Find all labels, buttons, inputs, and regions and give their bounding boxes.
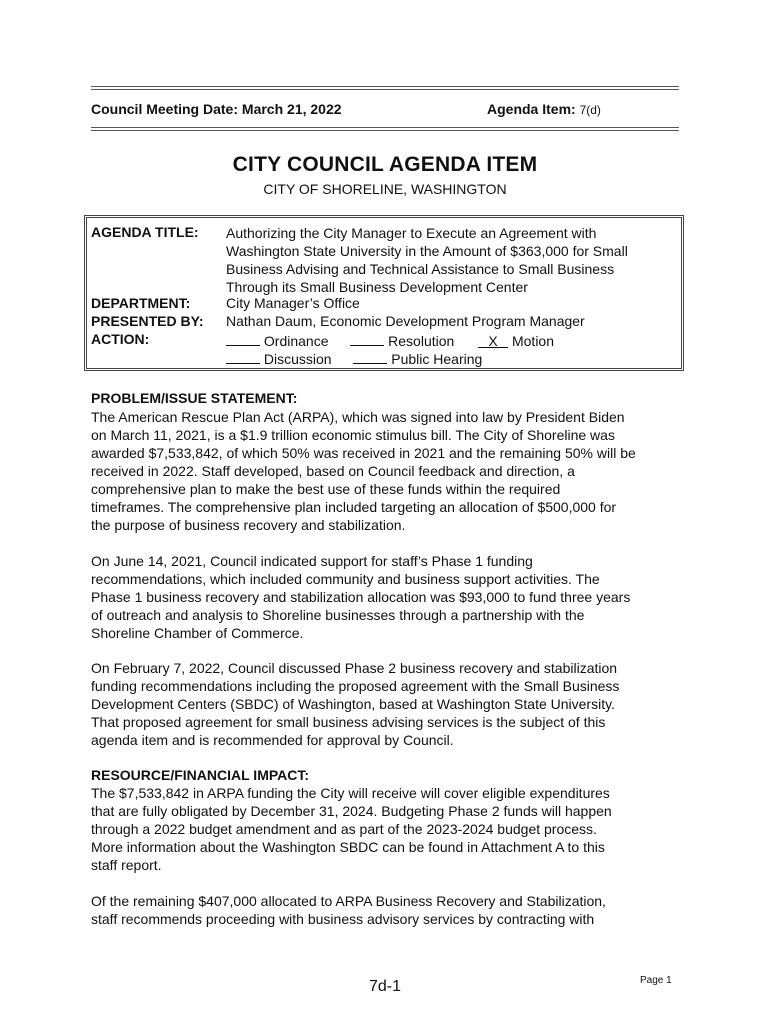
action-label: ACTION: bbox=[91, 331, 150, 347]
department-label: DEPARTMENT: bbox=[91, 295, 191, 311]
text-line: that are fully obligated by December 31, 2024. Budgeting Phase 2 funds will happen bbox=[91, 803, 612, 819]
resolution-option: Resolution bbox=[388, 333, 455, 349]
text-line: Phase 1 business recovery and stabilization allocation was $93,000 to fund three years bbox=[91, 589, 631, 605]
text-line: More information about the Washington SBDC can be found in Attachment A to this bbox=[91, 839, 605, 855]
resource-paragraph-1 bbox=[91, 784, 691, 874]
text-line: through a 2022 budget amendment and as part of the 2023-2024 budget process. bbox=[91, 821, 597, 837]
presented-by-label: PRESENTED BY: bbox=[91, 313, 204, 329]
text-line: On June 14, 2021, Council indicated support for staff’s Phase 1 funding bbox=[91, 553, 533, 569]
text-line: Of the remaining $407,000 allocated to ARPA Business Recovery and Stabilization, bbox=[91, 893, 606, 909]
resource-paragraph-2 bbox=[91, 892, 691, 928]
page-number: Page 1 bbox=[640, 975, 672, 986]
text-line: funding recommendations including the proposed agreement with the Small Business bbox=[91, 678, 620, 694]
page-title: CITY COUNCIL AGENDA ITEM bbox=[232, 153, 538, 176]
text-line: timeframes. The comprehensive plan included targeting an allocation of $500,000 for bbox=[91, 499, 617, 515]
text-line: of outreach and analysis to Shoreline businesses through a partnership with the bbox=[91, 607, 585, 623]
motion-mark: X bbox=[478, 333, 508, 348]
header-top-rule bbox=[91, 86, 679, 90]
text-line: staff recommends proceeding with business advisory services by contracting with bbox=[91, 911, 595, 927]
presented-by-value: Nathan Daum, Economic Development Program Manager bbox=[226, 313, 585, 329]
problem-paragraph-3 bbox=[91, 659, 691, 749]
discussion-option: Discussion bbox=[263, 351, 332, 367]
problem-heading: PROBLEM/ISSUE STATEMENT: bbox=[91, 390, 298, 406]
motion-option: Motion bbox=[511, 333, 555, 349]
public-hearing-option: Public Hearing bbox=[391, 351, 483, 367]
agenda-item bbox=[487, 101, 601, 117]
text-line: Shoreline Chamber of Commerce. bbox=[91, 625, 304, 641]
text-line: recommendations, which included community and business support activities. The bbox=[91, 571, 600, 587]
ordinance-option: Ordinance bbox=[263, 333, 329, 349]
header-bottom-rule bbox=[91, 127, 679, 131]
public-hearing-blank bbox=[353, 349, 387, 364]
text-line: That proposed agreement for small business advising services is the subject of this bbox=[91, 714, 606, 730]
agenda-title-line: Business Advising and Technical Assistance to Small Business bbox=[226, 261, 615, 277]
text-line: On February 7, 2022, Council discussed Phase 2 business recovery and stabilization bbox=[91, 660, 618, 676]
problem-paragraph-2 bbox=[91, 552, 691, 642]
agenda-title-line: Through its Small Business Development Center bbox=[226, 279, 528, 295]
text-line: agenda item and is recommended for approval by Council. bbox=[91, 732, 454, 748]
text-line: The American Rescue Plan Act (ARPA), which was signed into law by President Biden bbox=[91, 409, 625, 425]
action-row-2 bbox=[226, 349, 482, 367]
agenda-title-line: Authorizing the City Manager to Execute an Agreement with bbox=[226, 225, 597, 241]
meeting-date-value: March 21, 2022 bbox=[241, 101, 342, 117]
department-value: City Manager’s Office bbox=[226, 295, 360, 311]
page-subtitle: CITY OF SHORELINE, WASHINGTON bbox=[263, 181, 507, 197]
action-row-1 bbox=[226, 331, 554, 349]
meeting-date bbox=[91, 101, 342, 117]
page-code: 7d-1 bbox=[368, 978, 402, 995]
agenda-title-value bbox=[226, 224, 628, 296]
ordinance-blank bbox=[226, 331, 260, 346]
text-line: on March 11, 2021, is a $1.9 trillion economic stimulus bill. The City of Shoreline was bbox=[91, 427, 615, 443]
discussion-blank bbox=[226, 349, 260, 364]
agenda-title-line: Washington State University in the Amount of $363,000 for Small bbox=[226, 243, 628, 259]
problem-paragraph-1 bbox=[91, 408, 691, 534]
agenda-item-label: Agenda Item: bbox=[487, 101, 576, 117]
text-line: Development Centers (SBDC) of Washington, based at Washington State University. bbox=[91, 696, 615, 712]
text-line: received in 2022. Staff developed, based on Council feedback and direction, a bbox=[91, 463, 575, 479]
text-line: awarded $7,533,842, of which 50% was received in 2021 and the remaining 50% will be bbox=[91, 445, 636, 461]
resolution-blank bbox=[350, 331, 384, 346]
text-line: the purpose of business recovery and stabilization. bbox=[91, 517, 406, 533]
meeting-date-label: Council Meeting Date: bbox=[91, 101, 239, 117]
agenda-title-label: AGENDA TITLE: bbox=[91, 224, 199, 240]
text-line: comprehensive plan to make the best use of these funds within the required bbox=[91, 481, 561, 497]
text-line: The $7,533,842 in ARPA funding the City will receive will cover eligible expenditures bbox=[91, 785, 610, 801]
text-line: staff report. bbox=[91, 857, 162, 873]
resource-heading: RESOURCE/FINANCIAL IMPACT: bbox=[91, 767, 310, 783]
agenda-item-value: 7(d) bbox=[579, 103, 601, 117]
